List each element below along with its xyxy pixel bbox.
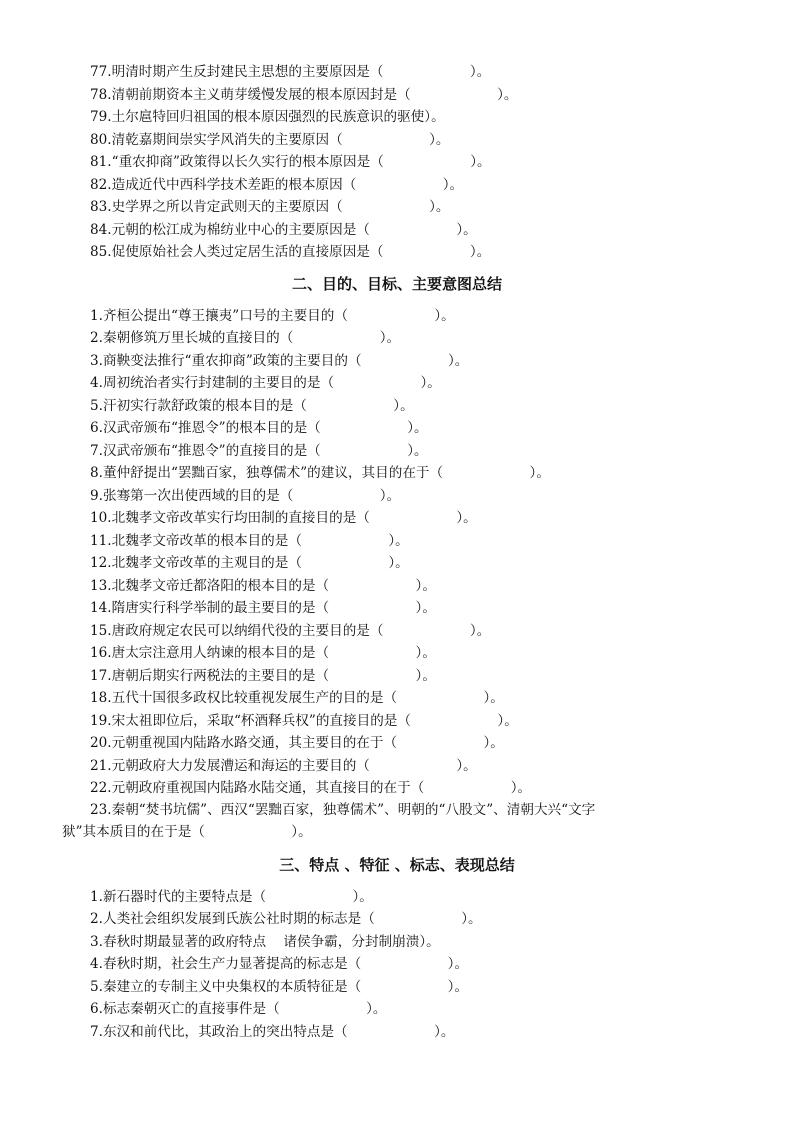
question-s3-2: 2.人类社会组织发展到氏族公社时期的标志是（ ）。 bbox=[90, 911, 482, 927]
question-s2-6: 6.汉武帝颁布“推恩令”的根本目的是（ ）。 bbox=[90, 420, 428, 436]
question-s3-3: 3.春秋时期最显著的政府特点 诸侯争霸，分封制崩溃）。 bbox=[90, 934, 440, 950]
question-s2-4: 4.周初统治者实行封建制的主要目的是（ ）。 bbox=[90, 375, 441, 391]
question-s2-18: 18.五代十国很多政权比较重视发展生产的目的是（ ）。 bbox=[90, 690, 504, 706]
question-79: 79.土尔扈特回归祖国的根本原因强烈的民族意识的驱使）。 bbox=[90, 109, 445, 125]
section-heading-features: 三、特点 、特征 、标志、表现总结 bbox=[279, 856, 515, 874]
question-s3-7: 7.东汉和前代比，其政治上的突出特点是（ ）。 bbox=[90, 1024, 455, 1040]
question-s2-17: 17.唐朝后期实行两税法的主要目的是（ ）。 bbox=[90, 668, 436, 684]
question-s2-22: 22.元朝政府重视国内陆路水陆交通，其直接目的在于（ ）。 bbox=[90, 780, 532, 796]
question-s2-9: 9.张骞第一次出使西域的目的是（ ）。 bbox=[90, 488, 401, 504]
question-s2-15: 15.唐政府规定农民可以纳绢代役的主要目的是（ ）。 bbox=[90, 623, 491, 639]
question-s2-19: 19.宋太祖即位后，采取“杯酒释兵权”的直接目的是（ ）。 bbox=[90, 713, 518, 729]
question-77: 77.明清时期产生反封建民主思想的主要原因是（ ）。 bbox=[90, 64, 491, 80]
question-s2-23-continued: 狱”其本质目的在于是（ ）。 bbox=[62, 824, 312, 840]
question-83: 83.史学界之所以肯定武则天的主要原因（ ）。 bbox=[90, 199, 450, 215]
question-s3-4: 4.春秋时期，社会生产力显著提高的标志是（ ）。 bbox=[90, 956, 469, 972]
question-s2-12: 12.北魏孝文帝改革的主观目的是（ ）。 bbox=[90, 555, 409, 571]
question-s2-3: 3.商鞅变法推行“重农抑商”政策的主要目的（ ）。 bbox=[90, 353, 469, 369]
question-s2-23: 23.秦朝“焚书坑儒”、西汉“罢黜百家，独尊儒术”、明朝的“八股文”、清朝大兴“文字 bbox=[90, 802, 596, 818]
question-s2-7: 7.汉武帝颁布“推恩令”的直接目的是（ ）。 bbox=[90, 443, 428, 459]
question-85: 85.促使原始社会人类过定居生活的直接原因是（ ）。 bbox=[90, 244, 491, 260]
section-heading-purpose: 二、目的、目标、主要意图总结 bbox=[291, 275, 502, 293]
question-s3-1: 1.新石器时代的主要特点是（ ）。 bbox=[90, 889, 373, 905]
question-s2-20: 20.元朝重视国内陆路水路交通，其主要目的在于（ ）。 bbox=[90, 735, 504, 751]
question-s3-6: 6.标志秦朝灭亡的直接事件是（ ）。 bbox=[90, 1001, 387, 1017]
question-s2-8: 8.董仲舒提出“罢黜百家，独尊儒术”的建议，其目的在于（ ）。 bbox=[90, 465, 550, 481]
question-80: 80.清乾嘉期间崇实学风消失的主要原因（ ）。 bbox=[90, 132, 450, 148]
question-s2-14: 14.隋唐实行科学举制的最主要目的是（ ）。 bbox=[90, 600, 436, 616]
question-81: 81.“重农抑商”政策得以长久实行的根本原因是（ ）。 bbox=[90, 154, 491, 170]
question-84: 84.元朝的松江成为棉纺业中心的主要原因是（ ）。 bbox=[90, 222, 477, 238]
question-s2-13: 13.北魏孝文帝迁都洛阳的根本目的是（ ）。 bbox=[90, 578, 436, 594]
question-s2-1: 1.齐桓公提出“尊王攘夷”口号的主要目的（ ）。 bbox=[90, 308, 455, 324]
question-s2-5: 5.汗初实行款舒政策的根本目的是（ ）。 bbox=[90, 398, 414, 414]
question-82: 82.造成近代中西科学技术差距的根本原因（ ）。 bbox=[90, 177, 464, 193]
question-s3-5: 5.秦建立的专制主义中央集权的本质特征是（ ）。 bbox=[90, 979, 469, 995]
question-s2-11: 11.北魏孝文帝改革的根本目的是（ ）。 bbox=[90, 533, 409, 549]
question-s2-10: 10.北魏孝文帝改革实行均田制的直接目的是（ ）。 bbox=[90, 510, 477, 526]
question-s2-2: 2.秦朝修筑万里长城的直接目的（ ）。 bbox=[90, 330, 401, 346]
question-s2-21: 21.元朝政府大力发展漕运和海运的主要目的（ ）。 bbox=[90, 758, 477, 774]
question-s2-16: 16.唐太宗注意用人纳谏的根本目的是（ ）。 bbox=[90, 645, 436, 661]
question-78: 78.清朝前期资本主义萌芽缓慢发展的根本原因封是（ ）。 bbox=[90, 87, 518, 103]
